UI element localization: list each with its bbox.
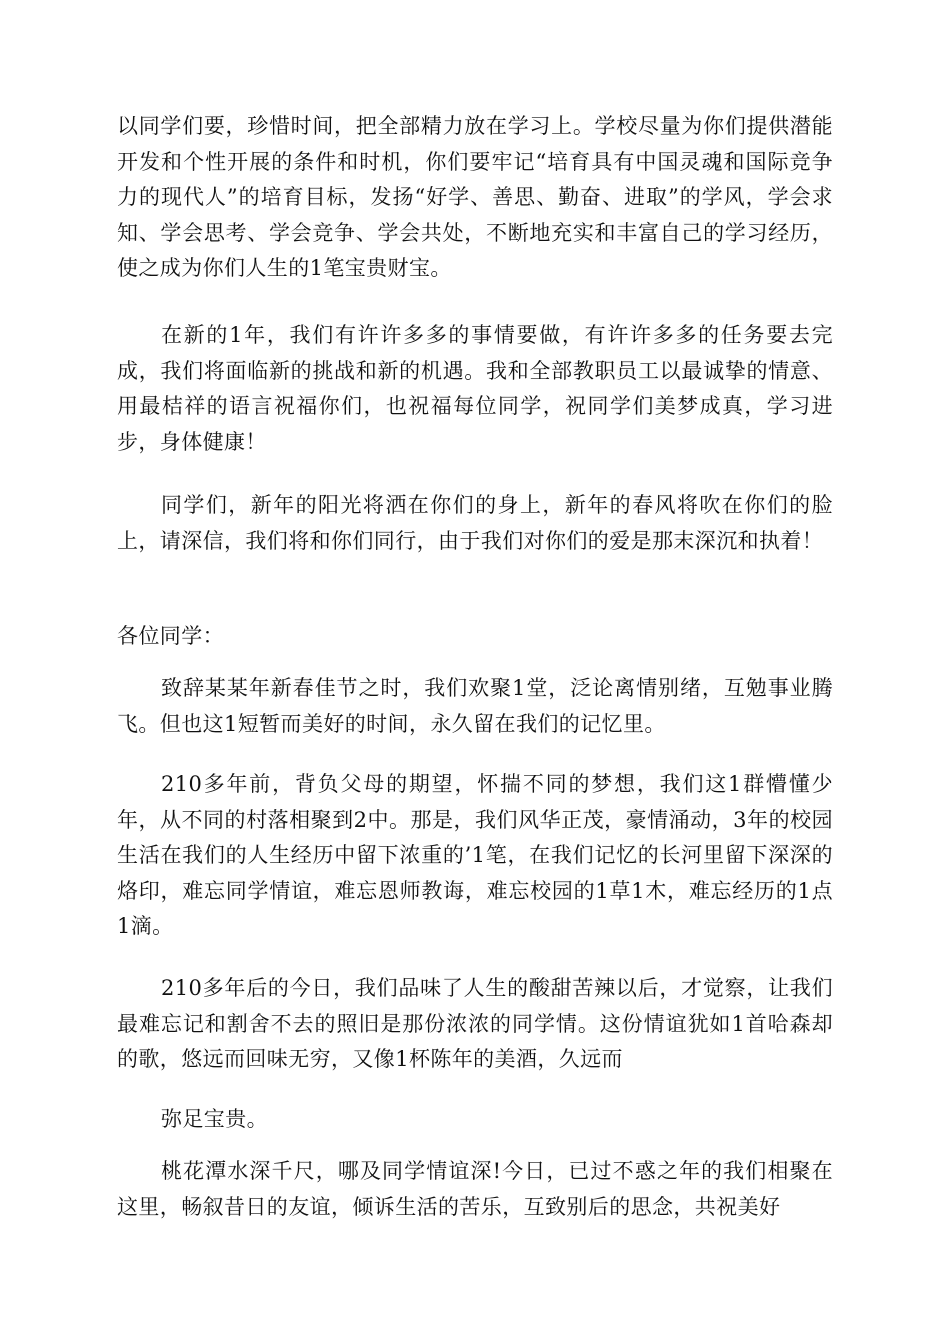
paragraph-text: 桃花潭水深千尺，哪及同学情谊深!今日，已过不惑之年的我们相聚在这里，畅叙昔日的友谊，倾诉生活的苦乐，互致别后的思念，共祝美好: [117, 1159, 833, 1219]
paragraph-text: 致辞某某年新春佳节之时，我们欢聚1堂，泛论离情别绪，互勉事业腾飞。但也这1短暂而美好的时间，永久留在我们的记忆里。: [117, 676, 833, 736]
paragraph-text: 同学们，新年的阳光将洒在你们的身上，新年的春风将吹在你们的脸上，请深信，我们将和你们同行，由于我们对你们的爱是那末深沉和执着！: [117, 493, 833, 553]
paragraph-text: 以同学们要，珍惜时间，把全部精力放在学习上。学校尽量为你们提供潜能开发和个性开展的条件和时机，你们要牢记“培育具有中国灵魂和国际竞争力的现代人”的培育目标，发扬“好学、善思、勤奋、进取”的学风，学会求知、学会思考、学会竞争、学会共处，不断地充实和丰富自己的学习经历，使之成为你们人生的1笔宝贵财宝。: [117, 114, 833, 280]
paragraph-new-year: [117, 318, 833, 460]
paragraph-text: 在新的1年，我们有许许多多的事情要做，有许许多多的任务要去完成，我们将面临新的挑战和新的机遇。我和全部教职员工以最诚挚的情意、用最桔祥的语言祝福你们，也祝福每位同学，祝同学们美梦成真，学习进步，身体健康！: [117, 323, 833, 454]
paragraph-memories: [117, 767, 833, 945]
paragraph-precious: [117, 1102, 833, 1138]
salutation-text: 各位同学：: [117, 624, 224, 648]
paragraph-sunshine: [117, 488, 833, 559]
paragraph-today: [117, 971, 833, 1078]
paragraph-text: 210多年前，背负父母的期望，怀揣不同的梦想，我们这1群懵懂少年，从不同的村落相聚到2中。那是，我们风华正茂，豪情涌动，3年的校园生活在我们的人生经历中留下浓重的’1笔，在我们记忆的长河里留下深深的烙印，难忘同学情谊，难忘恩师教诲，难忘校园的1草1木，难忘经历的1点1滴。: [117, 772, 833, 938]
paragraph-text: 210多年后的今日，我们品味了人生的酸甜苦辣以后，才觉察，让我们最难忘记和割舍不去的照旧是那份浓浓的同学情。这份情谊犹如1首哈森却的歌，悠远而回味无穷，又像1杯陈年的美酒，久远而: [117, 976, 833, 1071]
paragraph-text: 弥足宝贵。: [161, 1107, 268, 1131]
salutation: [117, 619, 833, 655]
paragraph-gathering: [117, 671, 833, 742]
paragraph-study: [117, 109, 833, 287]
paragraph-peach-pond: [117, 1154, 833, 1225]
